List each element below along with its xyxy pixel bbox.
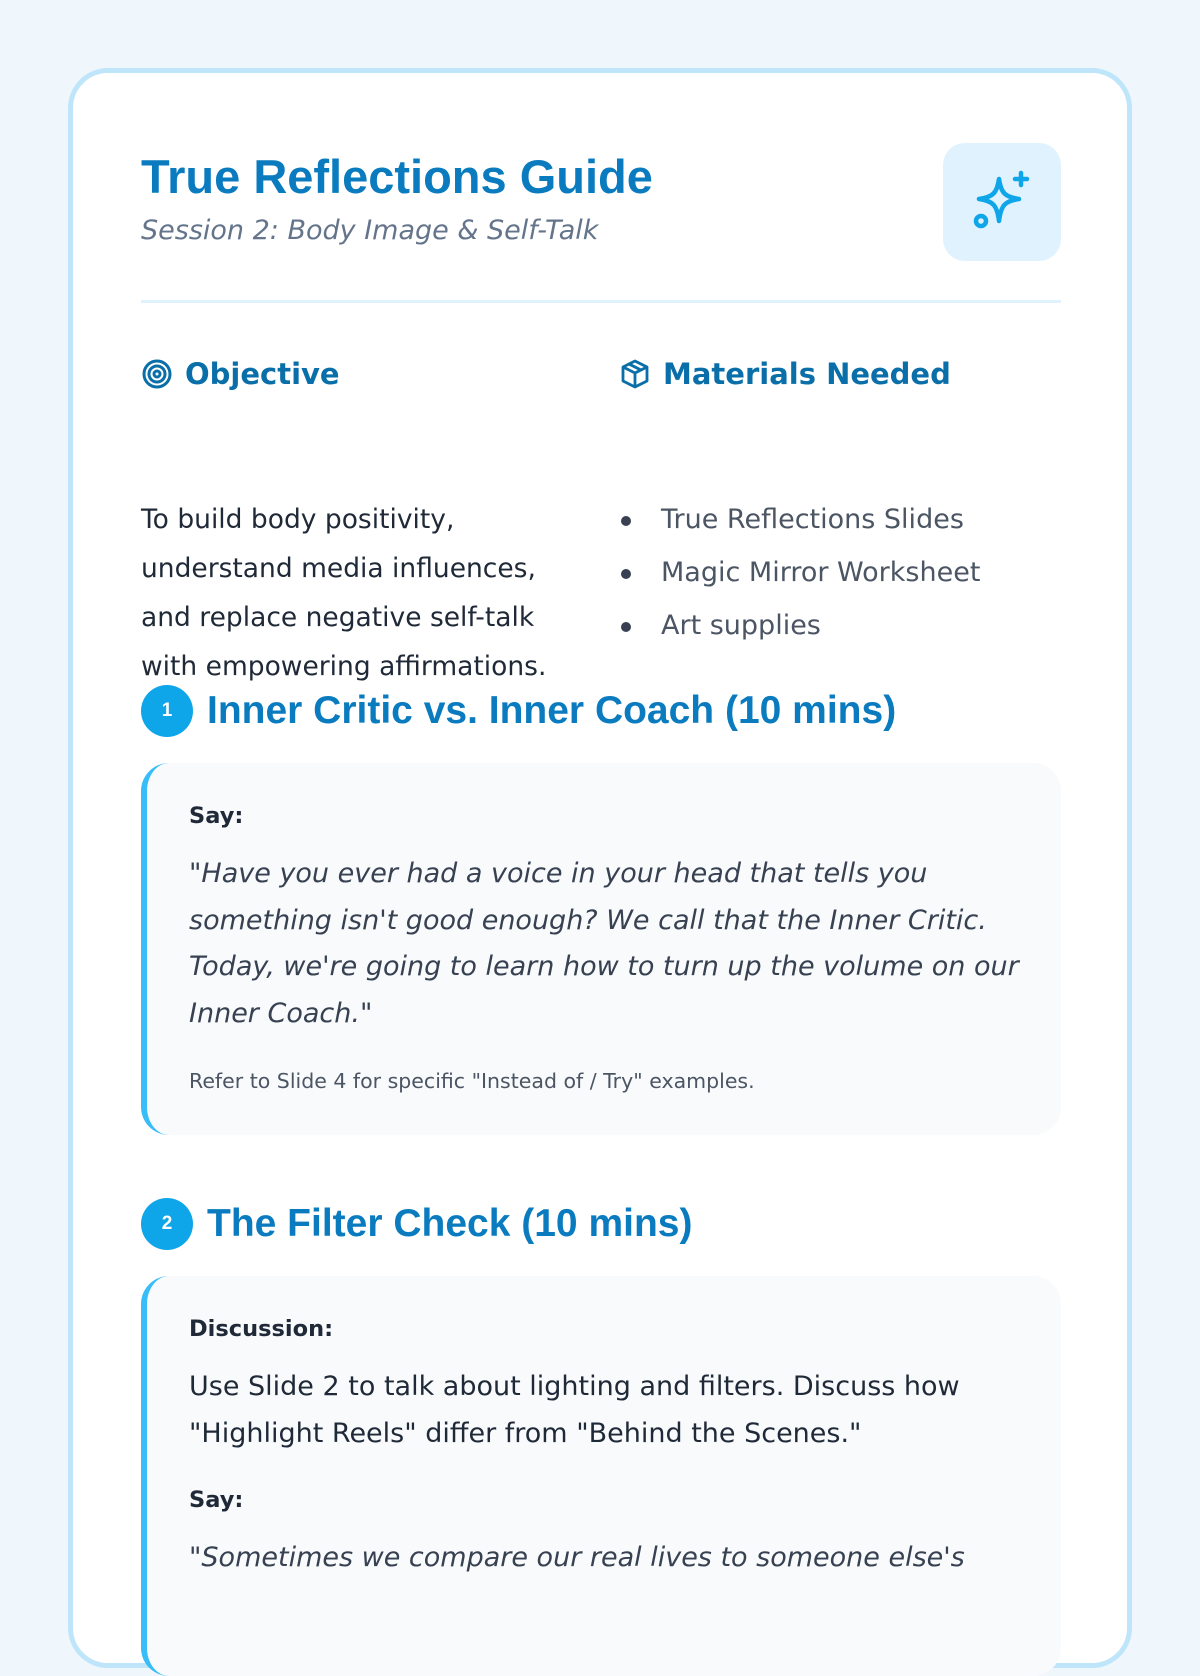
list-item: True Reflections Slides	[619, 495, 1049, 548]
discussion-label: Discussion:	[189, 1316, 334, 1342]
say-label: Say:	[189, 1487, 244, 1513]
step-heading	[141, 1198, 692, 1250]
sparkles-badge	[943, 143, 1061, 261]
discussion-text: Use Slide 2 to talk about lighting and filters. Discuss how "Highlight Reels" differ from "Behind the Scenes."	[189, 1371, 960, 1449]
target-icon	[141, 358, 173, 390]
step-script-box	[141, 1276, 1061, 1676]
materials-heading-label: Materials Needed	[663, 357, 951, 391]
step-heading	[141, 685, 896, 737]
guide-card	[68, 68, 1132, 1668]
list-item: Art supplies	[619, 601, 1049, 654]
step-script-box	[141, 763, 1061, 1135]
package-icon	[619, 358, 651, 390]
slide-note: Refer to Slide 4 for specific "Instead of / Try" examples.	[189, 1069, 755, 1093]
step-title: The Filter Check (10 mins)	[207, 1202, 693, 1245]
objective-heading-label: Objective	[185, 357, 340, 391]
session-subtitle: Session 2: Body Image & Self-Talk	[141, 215, 599, 246]
say-label: Say:	[189, 803, 244, 829]
step-title: Inner Critic vs. Inner Coach (10 mins)	[207, 689, 897, 732]
materials-heading	[619, 357, 951, 391]
list-item: Magic Mirror Worksheet	[619, 548, 1049, 601]
page-title: True Reflections Guide	[141, 150, 653, 203]
materials-list	[619, 495, 1049, 654]
script-quote: "Have you ever had a voice in your head that tells you something isn't good enough? We call that the Inner Critic. Today, we're going to learn how to turn up the volume on our Inner Coach."	[189, 858, 1019, 1029]
step-number-badge: 2	[141, 1198, 193, 1250]
objective-heading	[141, 357, 340, 391]
objective-text: To build body positivity, understand media influences, and replace negative self-talk with empowering affirmations.	[141, 504, 547, 682]
script-quote: "Sometimes we compare our real lives to someone else's	[189, 1542, 965, 1573]
step-number-badge: 1	[141, 685, 193, 737]
header-divider	[141, 300, 1061, 303]
sparkles-icon	[969, 169, 1035, 235]
